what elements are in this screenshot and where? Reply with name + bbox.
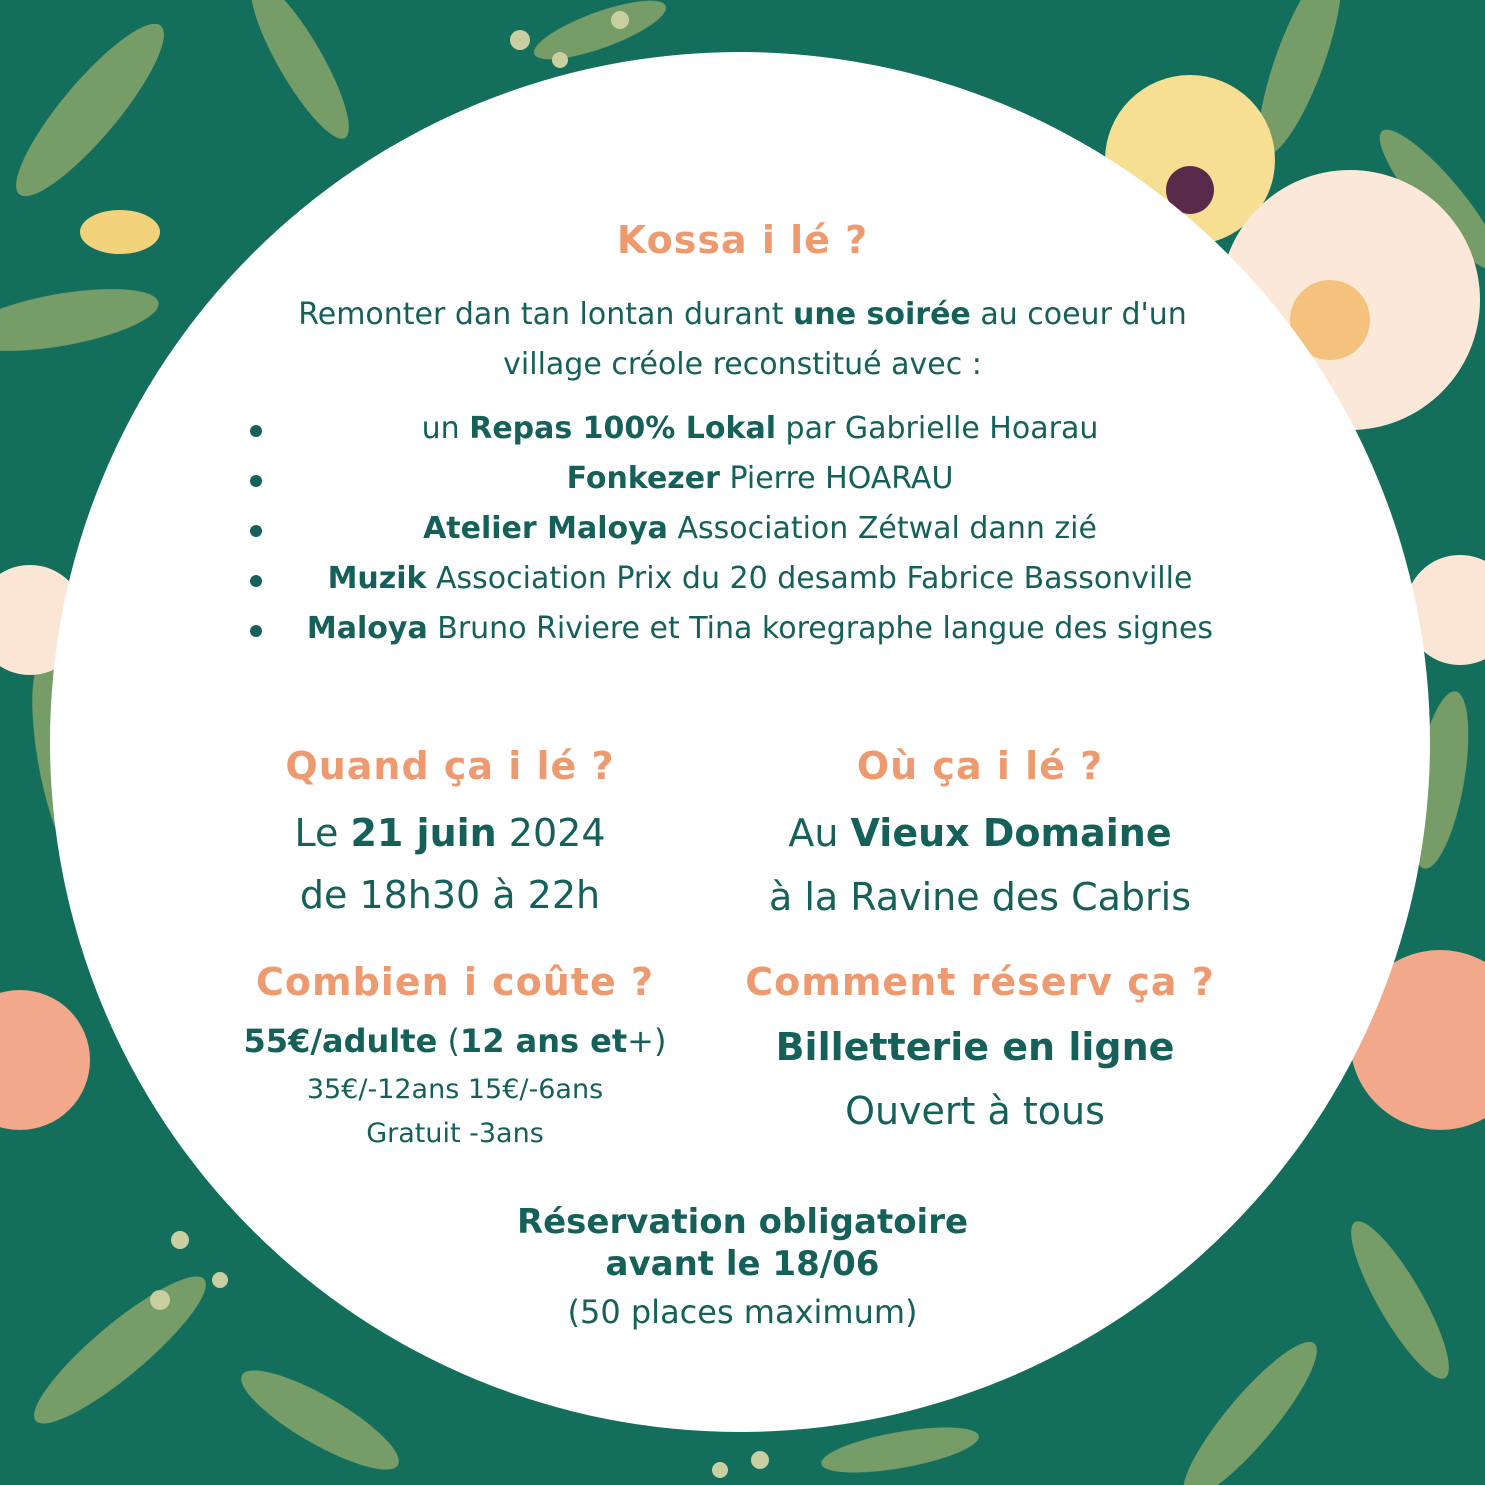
price-adult: 55€/adulte (12 ans et+) <box>243 1022 667 1060</box>
price-free: Gratuit -3ans <box>366 1118 544 1149</box>
list-item: Muzik Association Prix du 20 desamb Fabrice Bassonville <box>240 554 1280 604</box>
where-place: à la Ravine des Cabris <box>768 875 1192 919</box>
intro-line-1 <box>0 290 1485 340</box>
intro-emphasis: une soirée <box>793 297 971 332</box>
when-title: Quand ça i lé ? <box>285 744 615 788</box>
price-children: 35€/-12ans 15€/-6ans <box>306 1074 604 1105</box>
intro-text: au coeur d'un <box>970 297 1187 332</box>
intro-text: Remonter dan tan lontan durant <box>298 297 794 332</box>
when-time: de 18h30 à 22h <box>299 873 601 917</box>
list-item: Fonkezer Pierre HOARAU <box>240 454 1280 504</box>
price-title: Combien i coûte ? <box>255 960 655 1004</box>
list-item: Maloya Bruno Riviere et Tina koregraphe langue des signes <box>240 604 1280 654</box>
where-venue: Au Vieux Domaine <box>788 811 1172 855</box>
intro-line-2: village créole reconstitué avec : <box>503 347 982 382</box>
where-title: Où ça i lé ? <box>856 744 1104 788</box>
activity-list <box>240 404 1280 654</box>
list-item: Atelier Maloya Association Zétwal dann zié <box>240 504 1280 554</box>
notice-line-1: Réservation obligatoire <box>516 1202 969 1242</box>
list-item: un Repas 100% Lokal par Gabrielle Hoarau <box>240 404 1280 454</box>
booking-title: Comment réserv ça ? <box>745 960 1215 1004</box>
booking-method: Billetterie en ligne <box>775 1025 1175 1069</box>
what-title: Kossa i lé ? <box>616 218 869 262</box>
booking-open: Ouvert à tous <box>845 1089 1105 1133</box>
notice-line-2: avant le 18/06 <box>605 1244 880 1284</box>
when-date: Le 21 juin 2024 <box>294 811 606 855</box>
notice-line-3: (50 places maximum) <box>567 1293 918 1331</box>
